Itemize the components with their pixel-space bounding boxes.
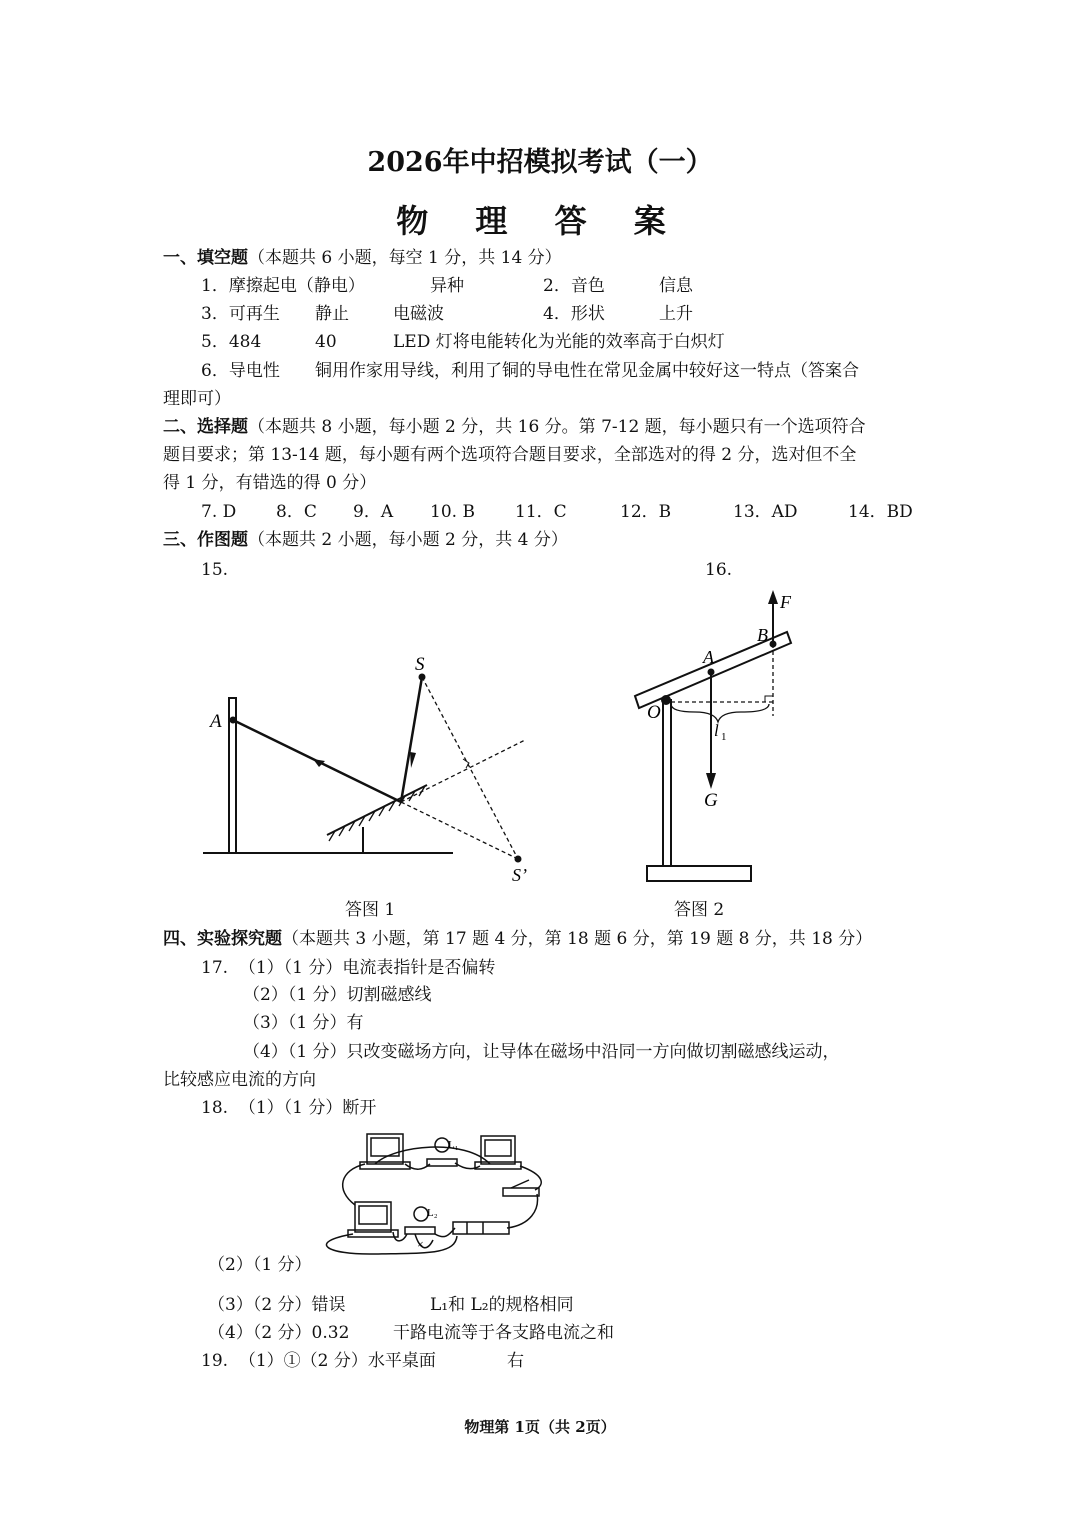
q17-part4-cont: 比较感应电流的方向 [163,1070,316,1090]
q17-part1: 17. （1）（1 分）电流表指针是否偏转 [201,958,496,978]
section-heading: 三、作图题 [163,530,248,550]
q19-part1: 19. （1）①（2 分）水平桌面 [201,1351,436,1371]
answer-q6-b: 铜用作家用导线，利用了铜的导电性在常见金属中较好这一特点（答案合 [315,361,859,381]
q18-part3-answer: L₁和 L₂的规格相同 [430,1295,574,1315]
q18-part2: （2）（1 分） [208,1255,312,1275]
page-footer: 物理第 1页（共 2页） [464,1418,616,1436]
answer-q4: 4．形状 [543,304,605,324]
label-l1: L₁ [448,1139,459,1151]
label-s: S [415,654,425,675]
label-l1-subscript: 1 [721,731,727,743]
section-note: （本题共 2 小题，每小题 2 分，共 4 分） [248,530,568,550]
answer-q6-c: 理即可） [163,389,231,409]
answer-q1-b: 异种 [430,276,464,296]
answer-q4-b: 上升 [659,304,693,324]
answer-q5-b: 40 [315,332,337,352]
label-l1: l [714,721,719,740]
circuit-diagram [315,1130,560,1255]
answer-q3: 3．可再生 [201,304,280,324]
q18-part4-answer: 干路电流等于各支路电流之和 [393,1323,614,1343]
answer-q3-b: 静止 [315,304,349,324]
q17-part2: （2）（1 分）切割磁感线 [243,985,432,1005]
choice-answer: 8．C [276,502,317,522]
answer-q3-c: 电磁波 [393,304,444,324]
label-a: A [210,711,222,732]
q18-part3: （3）（2 分）错误 [208,1295,346,1315]
section-heading: 二、选择题 [163,417,248,437]
label-g: G [704,790,718,811]
label-b: B [757,625,768,645]
answer-q2: 2．音色 [543,276,605,296]
exam-title: 2026年中招模拟考试（一） [367,147,713,178]
label-o: O [647,702,661,723]
figure2-caption: 答图 2 [674,900,725,920]
choice-answer: 14．BD [848,502,913,522]
section1-header [163,245,562,271]
q17-part4: （4）（1 分）只改变磁场方向，让导体在磁场中沿同一方向做切割磁感线运动， [243,1042,840,1062]
answer-q5-c: LED 灯将电能转化为光能的效率高于白炽灯 [393,332,725,352]
section4-header [163,926,872,952]
section-note: （本题共 8 小题，每小题 2 分，共 16 分。第 7-12 题，每小题只有一个选项符合 [248,417,866,437]
answer-q6: 6．导电性 [201,361,280,381]
choice-answer: 13．AD [733,502,798,522]
choice-answer: 7. D [201,502,237,522]
figure1-caption: 答图 1 [345,900,396,920]
choice-answer: 10. B [430,502,475,522]
q17-part3: （3）（1 分）有 [243,1013,364,1033]
label-f: F [780,592,791,612]
section-heading: 四、实验探究题 [163,929,282,949]
section-note: （本题共 3 小题，第 17 题 4 分，第 18 题 6 分，第 19 题 8 分，共 18 分） [282,929,873,949]
choice-answer: 9．A [353,502,394,522]
section2-header [163,414,923,440]
question-16-label: 16. [705,560,733,580]
answer-q5: 5．484 [201,332,262,352]
subject-title: 物 理 答 案 [396,202,684,240]
question-15-label: 15. [201,560,229,580]
label-l2: L₂ [427,1207,438,1219]
section2-note-line2: 题目要求；第 13-14 题，每小题有两个选项符合题目要求，全部选对的得 2 分，选对但不全 [163,445,857,465]
q18-part1: 18. （1）（1 分）断开 [201,1098,377,1118]
section-note: （本题共 6 小题，每空 1 分，共 14 分） [248,248,562,268]
choice-answer: 12．B [620,502,672,522]
reflection-diagram [195,650,540,890]
section2-note-line3: 得 1 分，有错选的得 0 分） [163,473,377,493]
label-s-prime: S’ [512,865,527,885]
label-a: A [703,647,714,667]
q19-part1-b: 右 [507,1351,524,1371]
answer-q1: 1．摩擦起电（静电） [201,276,365,296]
section3-header [163,527,568,553]
answer-q2-b: 信息 [659,276,693,296]
wrong-wire-mark: × [417,1237,424,1251]
q18-part4: （4）（2 分）0.32 [208,1323,350,1343]
section-heading: 一、填空题 [163,248,248,268]
lever-diagram [625,588,825,888]
choice-answer: 11．C [515,502,567,522]
